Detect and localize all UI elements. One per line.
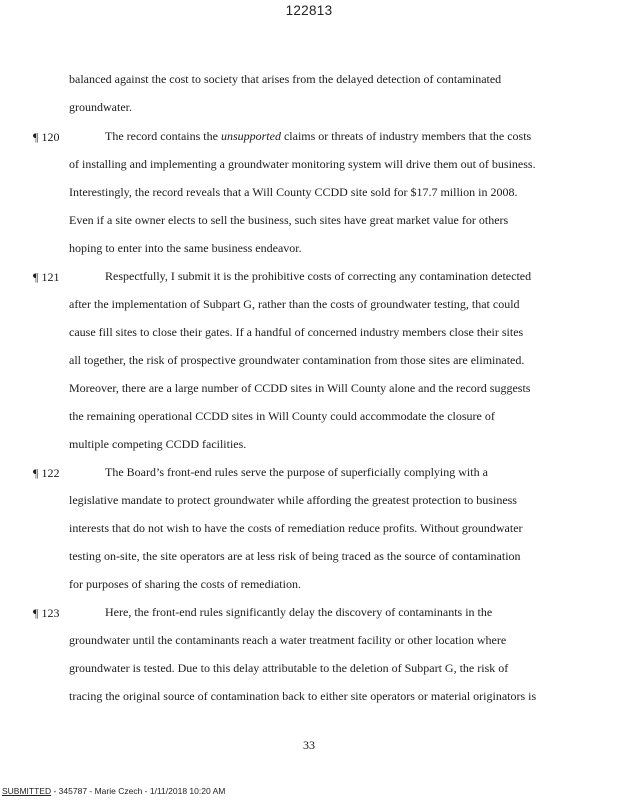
- body-line: Even if a site owner elects to sell the business, such sites have great market value for others: [69, 213, 509, 227]
- body-line: Moreover, there are a large number of CCDD sites in Will County alone and the record suggests: [69, 381, 531, 395]
- paragraph-121-first-line: Respectfully, I submit it is the prohibitive costs of correcting any contamination detected: [105, 269, 532, 283]
- body-line: the remaining operational CCDD sites in Will County could accommodate the closure of: [69, 409, 495, 423]
- emphasized-word: unsupported: [220, 129, 281, 143]
- body-line: all together, the risk of prospective groundwater contamination from those sites are eliminated.: [69, 353, 525, 367]
- paragraph-123-first-line: Here, the front-end rules significantly delay the discovery of contaminants in the: [105, 605, 493, 619]
- page-number: 33: [303, 738, 315, 752]
- paragraph-122-first-line: The Board’s front-end rules serve the purpose of superficially complying with a: [105, 465, 488, 479]
- body-line: testing on-site, the site operators are at less risk of being traced as the source of contamination: [69, 549, 521, 563]
- submission-footer: [2, 786, 225, 796]
- body-line: balanced against the cost to society that arises from the delayed detection of contaminated: [69, 72, 502, 86]
- paragraph-number-122: ¶ 122: [33, 466, 60, 480]
- body-line: groundwater is tested. Due to this delay attributable to the deletion of Subpart G, the risk of: [69, 661, 509, 675]
- body-line: multiple competing CCDD facilities.: [69, 437, 247, 451]
- submitted-label: SUBMITTED: [2, 786, 52, 796]
- body-line: hoping to enter into the same business endeavor.: [69, 241, 302, 255]
- body-line: interests that do not wish to have the costs of remediation reduce profits. Without groundwater: [69, 521, 523, 535]
- body-line: groundwater.: [69, 100, 132, 114]
- paragraph-number-120: ¶ 120: [33, 130, 60, 144]
- paragraph-120-first-line: The record contains the unsupported claims or threats of industry members that the costs: [105, 129, 532, 143]
- paragraph-number-123: ¶ 123: [33, 606, 60, 620]
- body-line: cause fill sites to close their gates. If a handful of concerned industry members close their sites: [69, 325, 524, 339]
- body-line: of installing and implementing a groundwater monitoring system will drive them out of business.: [69, 157, 536, 171]
- body-line: for purposes of sharing the costs of remediation.: [69, 577, 301, 591]
- body-line: after the implementation of Subpart G, rather than the costs of groundwater testing, that could: [69, 297, 520, 311]
- paragraph-number-121: ¶ 121: [33, 270, 60, 284]
- body-line: Interestingly, the record reveals that a Will County CCDD site sold for $17.7 million in 2008.: [69, 185, 518, 199]
- document-number: 122813: [285, 3, 333, 18]
- body-line: groundwater until the contaminants reach a water treatment facility or other location where: [69, 633, 507, 647]
- body-line: legislative mandate to protect groundwater while affording the greatest protection to business: [69, 493, 517, 507]
- submission-details: - 345787 - Marie Czech - 1/11/2018 10:20 AM: [51, 786, 226, 796]
- body-line: tracing the original source of contamination back to either site operators or material originators is: [69, 689, 537, 703]
